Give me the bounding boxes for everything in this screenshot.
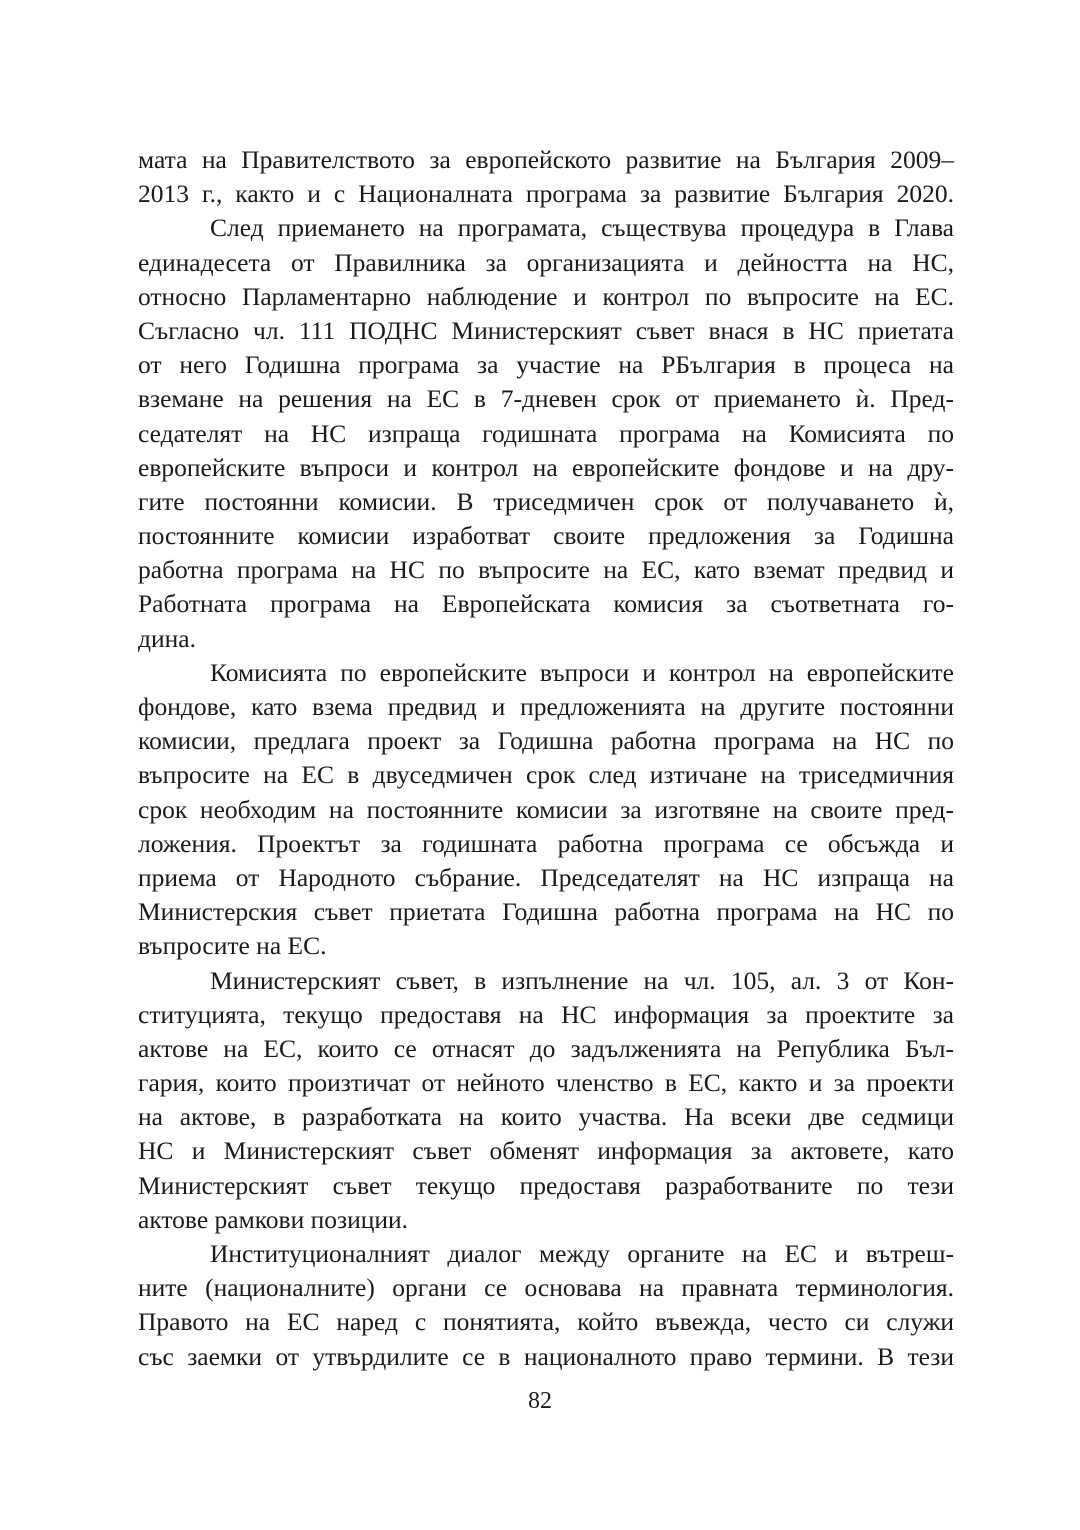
text-line: на актове, в разработката на които участва. На всеки две седмици bbox=[138, 1102, 954, 1132]
text-line: НС и Министерският съвет обменят информация за актовете, като bbox=[138, 1136, 954, 1166]
text-line: ложения. Проектът за годишната работна програма се обсъжда и bbox=[138, 828, 954, 858]
text-line: седателят на НС изпраща годишната програма на Комисията по bbox=[138, 418, 954, 448]
text-line: гария, които произтичат от нейното членство в ЕС, както и за проекти bbox=[138, 1068, 954, 1098]
text-line: гите постоянни комисии. В триседмичен срок от получаването ѝ, bbox=[138, 486, 954, 516]
page-number: 82 bbox=[528, 1388, 552, 1414]
text-line: със заемки от утвърдилите се в националното право термини. В тези bbox=[138, 1341, 954, 1371]
text-line: 2013 г., както и с Националната програма за развитие България 2020. bbox=[138, 179, 954, 209]
body-text bbox=[138, 143, 954, 1374]
text-line: Правото на ЕС наред с понятията, който въвежда, често си служи bbox=[138, 1307, 954, 1337]
text-line: работна програма на НС по въпросите на ЕС, като вземат предвид и bbox=[138, 555, 954, 585]
paragraph-start-line: Министерският съвет, в изпълнение на чл. 105, ал. 3 от Кон- bbox=[210, 965, 954, 995]
text-line: европейските въпроси и контрол на европейските фондове и на дру- bbox=[138, 452, 954, 482]
text-line: дина. bbox=[138, 623, 196, 653]
text-line: въпросите на ЕС. bbox=[138, 931, 327, 961]
text-line: единадесета от Правилника за организацията и дейността на НС, bbox=[138, 247, 954, 277]
text-line: Министерския съвет приетата Годишна работна програма на НС по bbox=[138, 897, 954, 927]
text-line: относно Парламентарно наблюдение и контрол по въпросите на ЕС. bbox=[138, 281, 954, 311]
text-line: срок необходим на постоянните комисии за изготвяне на своите пред- bbox=[138, 794, 954, 824]
text-line: ституцията, текущо предоставя на НС информация за проектите за bbox=[138, 999, 954, 1029]
text-line: комисии, предлага проект за Годишна работна програма на НС по bbox=[138, 726, 954, 756]
text-line: постоянните комисии изработват своите предложения за Годишна bbox=[138, 521, 954, 551]
paragraph-start-line: Комисията по европейските въпроси и контрол на европейските bbox=[210, 657, 954, 687]
text-line: мата на Правителството за европейското развитие на България 2009– bbox=[138, 145, 954, 174]
text-line: актове на ЕС, които се отнасят до задълженията на Република Бъл- bbox=[138, 1033, 954, 1063]
text-line: вземане на решения на ЕС в 7-дневен срок от приемането ѝ. Пред- bbox=[138, 384, 954, 414]
text-line: от него Годишна програма за участие на РБългария в процеса на bbox=[138, 350, 954, 380]
text-line: ните (националните) органи се основава на правната терминология. bbox=[138, 1273, 954, 1303]
text-line: Работната програма на Европейската комисия за съответната го- bbox=[138, 589, 954, 619]
paragraph-start-line: След приемането на програмата, съществува процедура в Глава bbox=[210, 213, 954, 243]
text-line: фондове, като взема предвид и предложенията на другите постоянни bbox=[138, 692, 954, 721]
text-line: въпросите на ЕС в двуседмичен срок след изтичане на триседмичния bbox=[138, 760, 954, 790]
text-line: актове рамкови позиции. bbox=[138, 1204, 409, 1234]
paragraph-start-line: Институционалният диалог между органите на ЕС и вътреш- bbox=[210, 1239, 954, 1268]
text-line: Съгласно чл. 111 ПОДНС Министерският съвет внася в НС приетата bbox=[138, 315, 954, 345]
text-line: приема от Народното събрание. Председателят на НС изпраща на bbox=[138, 862, 954, 892]
text-line: Министерският съвет текущо предоставя разработваните по тези bbox=[138, 1170, 954, 1200]
